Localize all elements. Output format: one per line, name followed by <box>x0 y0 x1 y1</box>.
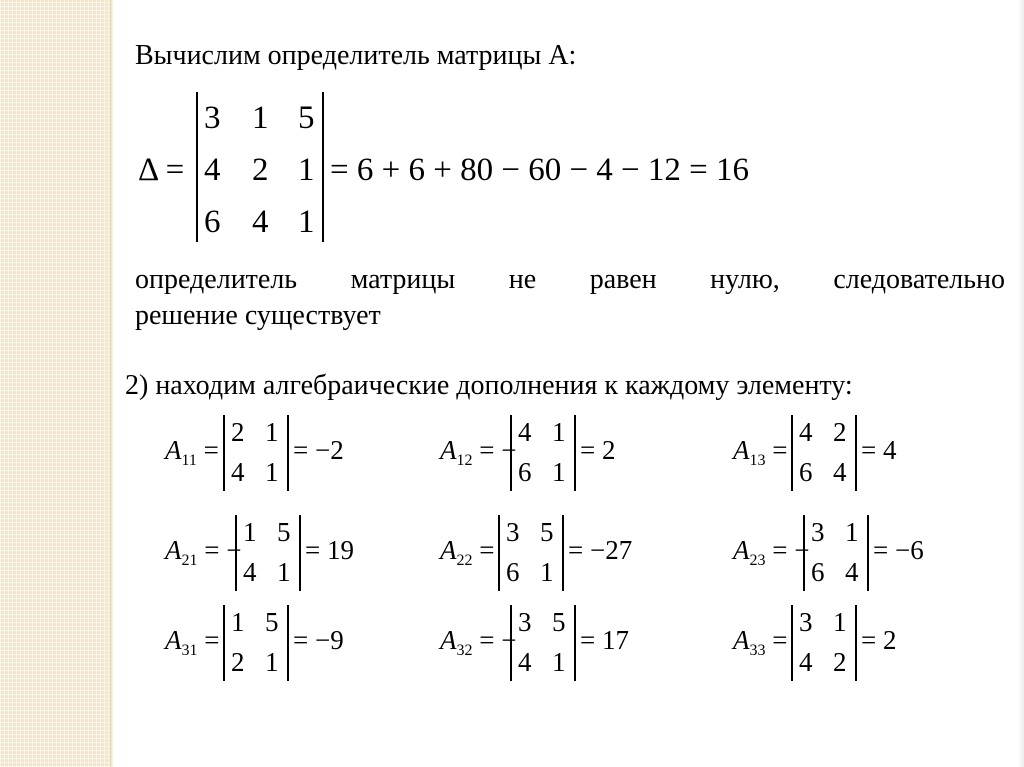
cofactor-sign: = − <box>765 535 810 565</box>
minor-cell: 1 <box>552 457 566 487</box>
cofactor-index: 22 <box>456 552 473 569</box>
minor-cell: 6 <box>799 457 813 487</box>
cofactor-lhs <box>440 625 516 660</box>
cofactor-result: = −9 <box>293 625 344 655</box>
cofactor-lhs <box>733 535 809 570</box>
cofactor-minor <box>510 605 576 681</box>
minor-cell: 1 <box>243 517 257 547</box>
cofactor-minor <box>803 515 869 591</box>
det-cell: 4 <box>252 204 269 240</box>
minor-cell: 2 <box>231 647 245 677</box>
cofactor-lhs <box>440 435 516 470</box>
cofactor-symbol: A <box>165 625 182 655</box>
det-cell: 4 <box>204 152 221 188</box>
minor-cell: 2 <box>833 647 847 677</box>
minor-cell: 4 <box>799 647 813 677</box>
cofactor-sign: = <box>196 435 219 465</box>
cofactor-index: 21 <box>181 552 198 569</box>
minor-cell: 1 <box>833 607 847 637</box>
cofactor-lhs <box>440 535 494 570</box>
cofactor-index: 31 <box>181 642 198 659</box>
minor-cell: 5 <box>265 607 279 637</box>
cofactor-sign: = − <box>472 435 517 465</box>
minor-cell: 4 <box>845 557 859 587</box>
minor-cell: 1 <box>277 557 291 587</box>
cofactor-minor <box>235 515 301 591</box>
cofactor-index: 33 <box>749 642 766 659</box>
minor-cell: 1 <box>265 457 279 487</box>
cofactor-minor <box>498 515 564 591</box>
cofactor-sign: = − <box>472 625 517 655</box>
cofactor-lhs <box>733 625 787 660</box>
cofactor-result: = 2 <box>861 625 897 655</box>
cofactor-result: = −6 <box>873 535 924 565</box>
minor-cell: 4 <box>231 457 245 487</box>
cofactor-symbol: A <box>165 535 182 565</box>
minor-cell: 4 <box>518 417 532 447</box>
cofactor-index: 13 <box>749 452 766 469</box>
cofactor-result: = −27 <box>568 535 633 565</box>
cofactor-sign: = <box>472 535 495 565</box>
conclusion-line-1: определитель матрицы не равен нулю, следовательно <box>135 264 1005 295</box>
minor-cell: 2 <box>231 417 245 447</box>
cofactor-sign: = <box>765 625 788 655</box>
minor-cell: 4 <box>833 457 847 487</box>
det-cell: 2 <box>252 152 269 188</box>
minor-cell: 1 <box>540 557 554 587</box>
minor-cell: 4 <box>243 557 257 587</box>
minor-cell: 4 <box>799 417 813 447</box>
minor-cell: 1 <box>265 417 279 447</box>
cofactor-index: 12 <box>456 452 473 469</box>
cofactor-result: = 2 <box>580 435 616 465</box>
cofactor-minor <box>791 415 857 491</box>
minor-cell: 3 <box>506 517 520 547</box>
cofactor-symbol: A <box>733 625 750 655</box>
cofactor-sign: = <box>197 625 220 655</box>
minor-cell: 6 <box>518 457 532 487</box>
det-cell: 1 <box>298 152 315 188</box>
minor-cell: 1 <box>265 647 279 677</box>
minor-cell: 6 <box>506 557 520 587</box>
cofactor-index: 23 <box>749 552 766 569</box>
cofactor-result: = 19 <box>305 535 354 565</box>
minor-cell: 1 <box>552 417 566 447</box>
cofactor-lhs <box>733 435 787 470</box>
cofactor-result: = 4 <box>861 435 897 465</box>
main-determinant <box>196 92 324 242</box>
det-cell: 5 <box>298 100 315 136</box>
minor-cell: 1 <box>552 647 566 677</box>
minor-cell: 5 <box>277 517 291 547</box>
cofactor-symbol: A <box>440 625 457 655</box>
minor-cell: 5 <box>540 517 554 547</box>
det-cell: 1 <box>298 204 315 240</box>
cofactor-minor <box>223 605 289 681</box>
cofactor-result: = 17 <box>580 625 629 655</box>
step-2-heading: 2) находим алгебраические дополнения к каждому элементу: <box>125 370 853 401</box>
heading: Вычислим определитель матрицы А: <box>135 40 577 71</box>
cofactor-minor <box>791 605 857 681</box>
cofactor-symbol: A <box>733 435 750 465</box>
minor-cell: 2 <box>833 417 847 447</box>
cofactor-minor <box>510 415 576 491</box>
det-cell: 6 <box>204 204 221 240</box>
right-edge-shadow <box>1018 0 1024 767</box>
cofactor-symbol: A <box>440 535 457 565</box>
cofactor-sign: = <box>765 435 788 465</box>
minor-cell: 1 <box>231 607 245 637</box>
conclusion-line-2: решение существует <box>135 300 381 331</box>
cofactor-minor <box>223 415 289 491</box>
decorative-side-pattern <box>0 0 110 767</box>
det-cell: 1 <box>252 100 269 136</box>
cofactor-index: 32 <box>456 642 473 659</box>
cofactor-lhs <box>165 535 241 570</box>
side-divider <box>110 0 113 767</box>
minor-cell: 6 <box>811 557 825 587</box>
minor-cell: 5 <box>552 607 566 637</box>
cofactor-symbol: A <box>733 535 750 565</box>
cofactor-symbol: A <box>440 435 457 465</box>
main-det-rhs: = 6 + 6 + 80 − 60 − 4 − 12 = 16 <box>330 152 750 188</box>
cofactor-symbol: A <box>165 435 182 465</box>
det-cell: 3 <box>204 100 221 136</box>
minor-cell: 3 <box>799 607 813 637</box>
cofactor-sign: = − <box>197 535 242 565</box>
minor-cell: 1 <box>845 517 859 547</box>
cofactor-index: 11 <box>181 452 197 469</box>
cofactor-lhs <box>165 435 219 470</box>
minor-cell: 3 <box>811 517 825 547</box>
cofactor-lhs <box>165 625 219 660</box>
main-det-lhs: Δ = <box>138 152 185 188</box>
cofactor-result: = −2 <box>293 435 344 465</box>
minor-cell: 4 <box>518 647 532 677</box>
minor-cell: 3 <box>518 607 532 637</box>
